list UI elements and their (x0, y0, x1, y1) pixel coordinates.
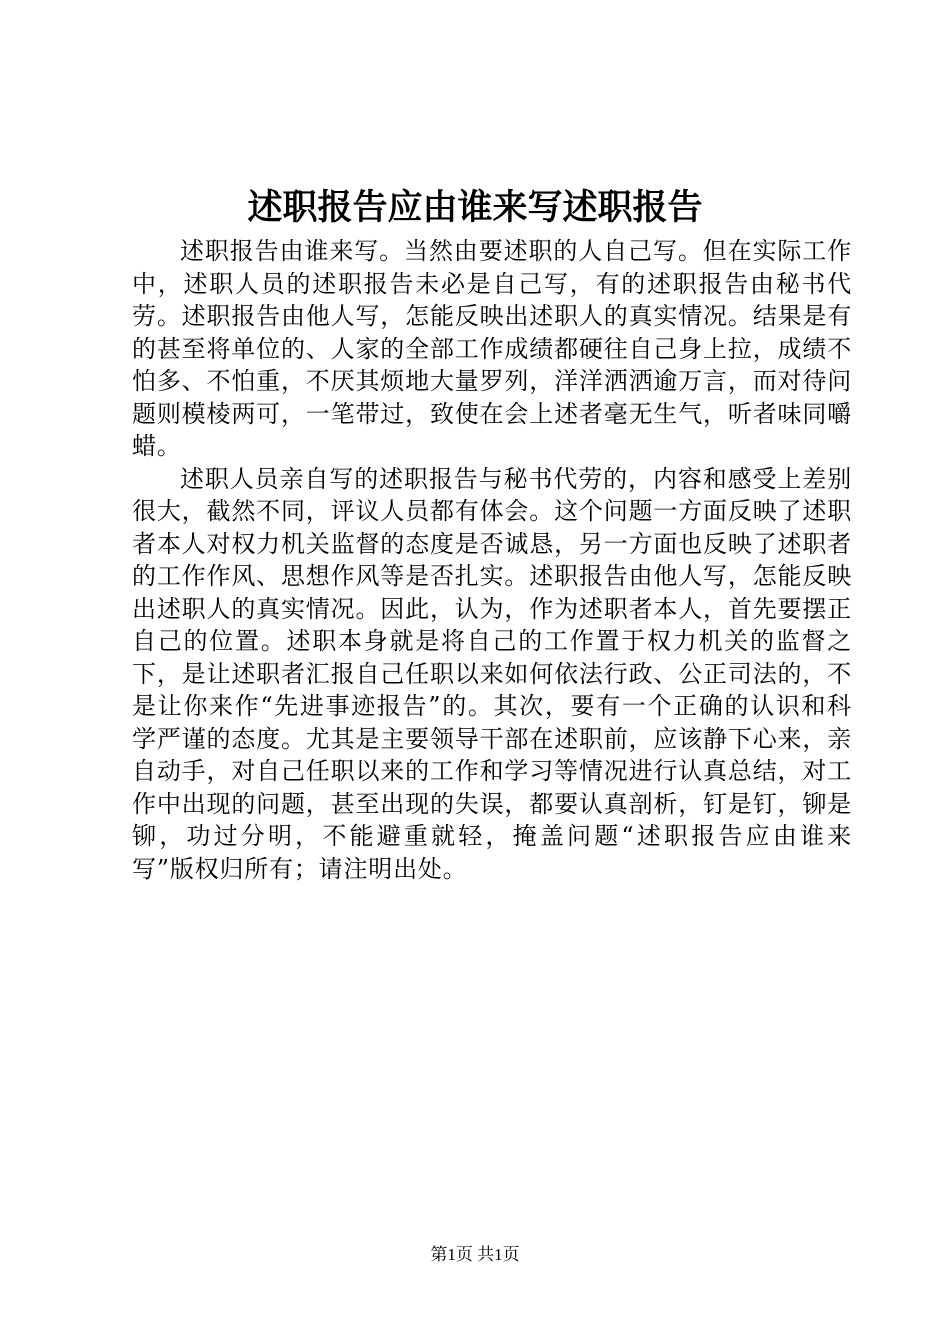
paragraph-2: 述职人员亲自写的述职报告与秘书代劳的，内容和感受上差别很大，截然不同，评议人员都有体会。这个问题一方面反映了述职者本人对权力机关监督的态度是否诚恳，另一方面也反映了述职者的工作作风、思想作风等是否扎实。述职报告由他人写，怎能反映出述职人的真实情况。因此，认为，作为述职者本人，首先要摆正自己的位置。述职本身就是将自己的工作置于权力机关的监督之下，是让述职者汇报自己任职以来如何依法行政、公正司法的，不是让你来作“先进事迹报告”的。其次，要有一个正确的认识和科学严谨的态度。尤其是主要领导干部在述职前，应该静下心来，亲自动手，对自己任职以来的工作和学习等情况进行认真总结，对工作中出现的问题，甚至出现的失误，都要认真剖析，钉是钉，铆是铆，功过分明，不能避重就轻，掩盖问题“述职报告应由谁来写”版权归所有；请注明出处。 (132, 464, 852, 883)
paragraph-1: 述职报告由谁来写。当然由要述职的人自己写。但在实际工作中，述职人员的述职报告未必是自己写，有的述职报告由秘书代劳。述职报告由他人写，怎能反映出述职人的真实情况。结果是有的甚至将单位的、人家的全部工作成绩都硬往自己身上拉，成绩不怕多、不怕重，不厌其烦地大量罗列，洋洋洒洒逾万言，而对待问题则模棱两可，一笔带过，致使在会上述者毫无生气，听者味同嚼蜡。 (132, 237, 852, 460)
document-title: 述职报告应由谁来写述职报告 (247, 187, 703, 228)
page-footer: 第1页 共1页 (430, 1245, 520, 1264)
document-body (132, 235, 852, 885)
